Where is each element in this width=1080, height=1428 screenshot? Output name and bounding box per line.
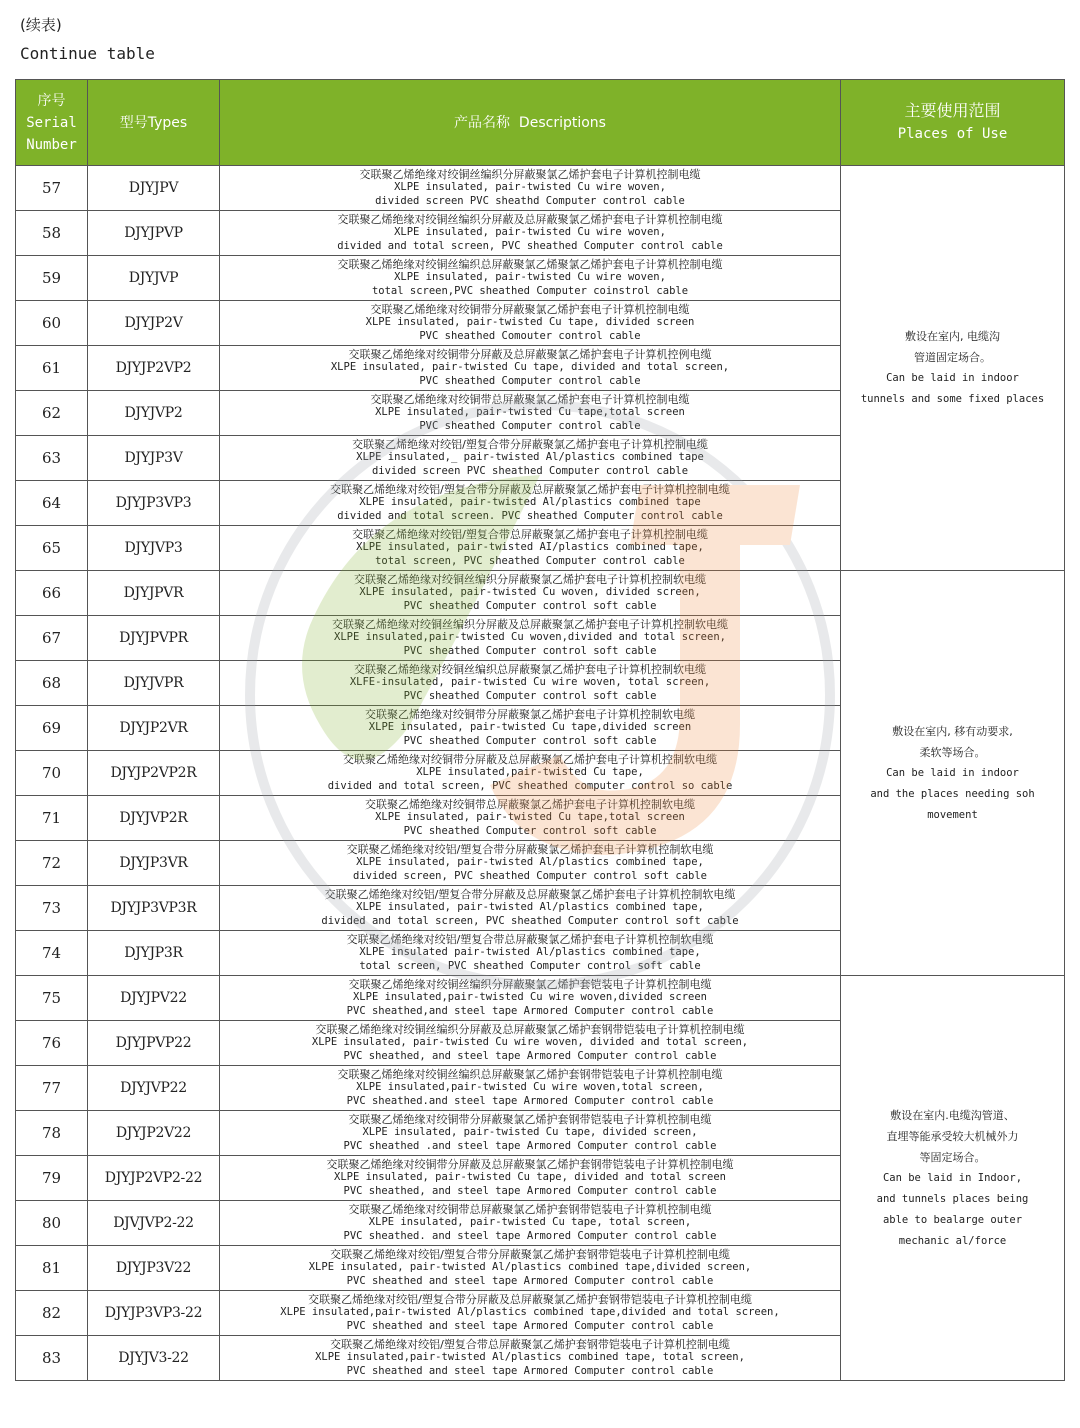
description-cell <box>220 616 841 661</box>
type-cell: DJYJPV <box>88 166 220 211</box>
serial-number-cell: 66 <box>16 571 88 616</box>
description-en-line: total screen, PVC sheathed Computer control cable <box>375 554 685 567</box>
description-en-line: PVC sheathed.and steel tape Armored Computer control cable <box>346 1094 714 1107</box>
header-descriptions-label: 产品名称 Descriptions <box>454 114 606 131</box>
type-cell: DJYJP3VP3-22 <box>88 1291 220 1336</box>
serial-number-cell: 77 <box>16 1066 88 1111</box>
description-cn: 交联聚乙烯绝缘对绞铜丝编织总屏蔽聚氯乙烯护套钢带铠装电子计算机控制电缆 <box>337 1067 723 1081</box>
description-cell <box>220 166 841 211</box>
description-cn: 交联聚乙烯绝缘对绞铝/塑复合带分屏蔽及总屏蔽聚氯乙烯护套电子计算机控制软电缆 <box>324 887 736 901</box>
type-cell: DJYJP3VR <box>88 841 220 886</box>
table-header-row <box>16 80 1065 166</box>
description-en-line: PVC sheathed and steel tape Armored Computer control cable <box>346 1274 714 1287</box>
description-en-line: XLPE insulated, pair-twisted Cu woven, divided screen, <box>359 586 701 599</box>
description-en-line: divided screen, PVC sheathed Computer control soft cable <box>352 869 707 882</box>
header-places-en: Places of Use <box>897 126 1008 142</box>
description-cn: 交联聚乙烯绝缘对绞铝/塑复合带分屏蔽及总屏蔽聚氯乙烯护套钢带铠装电子计算机控制电缆 <box>308 1292 752 1306</box>
description-cn: 交联聚乙烯绝缘对绞铜带总屏蔽聚氯乙烯护套电子计算机控制电缆 <box>370 392 690 406</box>
description-en-line: PVC sheathed, and steel tape Armored Computer control cable <box>343 1049 717 1062</box>
description-en-line: XLPE insulated pair-twisted Al/plastics combined tape, <box>359 946 701 959</box>
description-en-line: PVC sheathed Computer control cable <box>419 374 641 387</box>
description-cn: 交联聚乙烯绝缘对绞铜丝编织分屏蔽聚氯乙烯护套铠装电子计算机控制电缆 <box>348 977 712 991</box>
serial-number-cell: 59 <box>16 256 88 301</box>
table-row <box>16 571 1065 616</box>
description-en-line: PVC sheathed and steel tape Armored Computer control cable <box>346 1319 714 1332</box>
description-en-line: XLPE insulated,pair-twisted Al/plastics combined tape,divided and total screen, <box>280 1306 780 1319</box>
description-en-line: XLPE insulated, pair-twisted Cu tape, divided and total screen <box>334 1171 726 1184</box>
places-cn-line: 敷设在室内.电缆沟管道、 <box>890 1108 1015 1122</box>
places-en-line: Can be laid in indoor <box>886 372 1019 384</box>
description-en-line: XLPE insulated, pair-twisted Cu wire woven, <box>394 226 666 239</box>
description-en-line: PVC sheathed Computer control cable <box>419 419 641 432</box>
description-en-line: XLPE insulated, pair-twisted Cu wire woven, <box>394 181 666 194</box>
description-cn: 交联聚乙烯绝缘对绞铝/塑复合带总屏蔽聚氯乙烯护套电子计算机控制软电缆 <box>346 932 714 946</box>
type-cell: DJYJPVP <box>88 211 220 256</box>
serial-number-cell: 67 <box>16 616 88 661</box>
serial-number-cell: 68 <box>16 661 88 706</box>
cable-spec-table <box>15 79 1065 1381</box>
places-of-use-cell <box>841 571 1065 976</box>
type-cell: DJYJP3V22 <box>88 1246 220 1291</box>
description-cell <box>220 301 841 346</box>
serial-number-cell: 62 <box>16 391 88 436</box>
table-row <box>16 166 1065 211</box>
type-cell: DJYJP2V22 <box>88 1111 220 1156</box>
description-cn: 交联聚乙烯绝缘对绞铝/塑复合带分屏蔽聚氯乙烯护套钢带铠装电子计算机控制电缆 <box>330 1247 730 1261</box>
description-cn: 交联聚乙烯绝缘对绞铜带总屏蔽聚氯乙烯护套钢带铠装电子计算机控制电缆 <box>348 1202 712 1216</box>
description-cn: 交联聚乙烯绝缘对绞铜带分屏蔽聚氯乙烯护套电子计算机控制软电缆 <box>365 707 695 721</box>
description-en-line: XLPE insulated,pair-twisted Al/plastics combined tape, total screen, <box>315 1351 745 1364</box>
serial-number-cell: 65 <box>16 526 88 571</box>
serial-number-cell: 63 <box>16 436 88 481</box>
description-en-line: XLPE insulated,pair-twisted Cu tape, <box>416 766 644 779</box>
description-en-line: XLPE insulated, pair-twisted Cu tape,total screen <box>375 406 685 419</box>
serial-number-cell: 78 <box>16 1111 88 1156</box>
description-cell <box>220 346 841 391</box>
places-en-line: tunnels and some fixed places <box>860 393 1045 405</box>
header-types-label: 型号Types <box>119 114 188 131</box>
caption-continued-en: Continue table <box>20 44 155 63</box>
description-cell <box>220 1156 841 1201</box>
description-en-line: XLPE insulated, pair-twisted Al/plastics combined tape <box>359 496 701 509</box>
places-en-line: and tunnels places being <box>876 1192 1029 1205</box>
header-descriptions <box>220 80 841 166</box>
description-en-line: PVC sheathed Computer control soft cable <box>403 689 657 702</box>
type-cell: DJYJVP22 <box>88 1066 220 1111</box>
places-en-line: able to bealarge outer <box>882 1213 1023 1226</box>
description-cell <box>220 931 841 976</box>
serial-number-cell: 81 <box>16 1246 88 1291</box>
description-cn: 交联聚乙烯绝缘对绞铝/塑复合带分屏蔽聚氯乙烯护套电子计算机控制电缆 <box>352 437 708 451</box>
description-cell <box>220 886 841 931</box>
caption-continued-cn: (续表) <box>20 16 62 34</box>
table-row <box>16 976 1065 1021</box>
description-cn: 交联聚乙烯绝缘对绞铜丝编织总屏蔽聚氯乙烯聚氯乙烯护套电子计算机控制电缆 <box>337 257 723 271</box>
places-en-line: movement <box>927 808 978 821</box>
type-cell: DJYJP2VP2R <box>88 751 220 796</box>
description-en-line: PVC sheathed Computer control soft cable <box>403 599 657 612</box>
description-en-line: divided screen PVC sheathd Computer control cable <box>375 194 685 207</box>
table-body <box>16 166 1065 1381</box>
serial-number-cell: 60 <box>16 301 88 346</box>
description-cn: 交联聚乙烯绝缘对绞铜带分屏蔽及总屏蔽聚氯乙烯护套电子计算机控例电缆 <box>348 347 712 361</box>
description-cn: 交联聚乙烯绝缘对绞铜带分屏蔽聚氯乙烯护套电子计算机控制电缆 <box>370 302 690 316</box>
description-en-line: XLPE insulated, pair-twisted Cu wire woven, <box>394 271 666 284</box>
description-cn: 交联聚乙烯绝缘对绞铜丝编织分屏蔽聚氯乙烯护套电子计算机控制软电缆 <box>354 572 706 586</box>
type-cell: DJYJP3VP3 <box>88 481 220 526</box>
type-cell: DJYJP3R <box>88 931 220 976</box>
header-places-cn: 主要使用范围 <box>904 101 1001 120</box>
description-en-line: PVC sheathed Computer control soft cable <box>403 734 657 747</box>
serial-number-cell: 69 <box>16 706 88 751</box>
serial-number-cell: 64 <box>16 481 88 526</box>
description-cell <box>220 571 841 616</box>
serial-number-cell: 58 <box>16 211 88 256</box>
type-cell: DJYJP2VR <box>88 706 220 751</box>
description-cn: 交联聚乙烯绝缘对绞铝/塑复合带总屏蔽聚氯乙烯护套钢带铠装电子计算机控制电缆 <box>330 1337 730 1351</box>
description-cell <box>220 841 841 886</box>
description-en-line: divided and total screen, PVC sheathed Computer control cable <box>337 239 723 252</box>
description-cell <box>220 1246 841 1291</box>
description-cell <box>220 751 841 796</box>
description-cn: 交联聚乙烯绝缘对绞铜丝编织总屏蔽聚氯乙烯护套电子计算机控制软电缆 <box>354 662 706 676</box>
description-en-line: divided and total screen, PVC sheathed Computer control soft cable <box>321 914 739 927</box>
places-cn-line: 柔软等场合。 <box>919 745 986 759</box>
type-cell: DJVJVP2-22 <box>88 1201 220 1246</box>
type-cell: DJYJPVPR <box>88 616 220 661</box>
description-cell <box>220 1111 841 1156</box>
description-en-line: XLPE insulated, pair-twisted Cu tape,divided screen <box>368 721 692 734</box>
header-serial-cn: 序号 <box>37 92 66 109</box>
serial-number-cell: 70 <box>16 751 88 796</box>
serial-number-cell: 57 <box>16 166 88 211</box>
description-en-line: PVC sheathed Computer control soft cable <box>403 824 657 837</box>
places-cn-line: 等固定场合。 <box>919 1150 986 1164</box>
description-en-line: PVC sheathed and steel tape Armored Computer control cable <box>346 1364 714 1377</box>
description-cn: 交联聚乙烯绝缘对绞铜丝编织分屏蔽及总屏蔽聚氯乙烯护套电子计算机控制软电缆 <box>332 617 728 631</box>
description-cell <box>220 211 841 256</box>
description-cell <box>220 661 841 706</box>
description-en-line: XLPE insulated, pair-twisted Cu tape, divided screen <box>365 316 695 329</box>
description-cn: 交联聚乙烯绝缘对绞铜丝编织分屏蔽及总屏蔽聚氯乙烯护套电子计算机控制电缆 <box>337 212 723 226</box>
serial-number-cell: 80 <box>16 1201 88 1246</box>
serial-number-cell: 79 <box>16 1156 88 1201</box>
places-cn-line: 管道固定场合。 <box>914 351 991 364</box>
description-en-line: XLPE insulated, pair-twisted Cu tape,total screen <box>375 811 685 824</box>
description-en-line: XLPE insulated, pair-twisted Al/plastics combined tape, <box>356 856 704 869</box>
description-en-line: XLPE insulated,pair-twisted Cu wire woven,total screen, <box>356 1081 704 1094</box>
places-of-use-cell <box>841 976 1065 1381</box>
description-en-line: XLPE insulated, pair-twisted AI/plastics combined tape, <box>356 541 704 554</box>
serial-number-cell: 83 <box>16 1336 88 1381</box>
description-cell <box>220 1021 841 1066</box>
header-serial-number <box>16 80 88 166</box>
type-cell: DJYJPV22 <box>88 976 220 1021</box>
description-cell <box>220 976 841 1021</box>
description-en-line: XLPE insulated,_ pair-twisted Al/plastics combined tape <box>356 451 704 464</box>
serial-number-cell: 74 <box>16 931 88 976</box>
description-cn: 交联聚乙烯绝缘对绞铜丝编织分屏蔽聚氯乙烯护套电子计算机控制电缆 <box>359 167 701 181</box>
description-cell <box>220 1066 841 1111</box>
description-en-line: PVC sheathed, and steel tape Armored Computer control cable <box>343 1184 717 1197</box>
type-cell: DJYJVPR <box>88 661 220 706</box>
description-en-line: PVC sheathed,and steel tape Armored Computer control cable <box>346 1004 714 1017</box>
serial-number-cell: 73 <box>16 886 88 931</box>
description-en-line: PVC sheathed .and steel tape Armored Computer control cable <box>343 1139 717 1152</box>
header-types <box>88 80 220 166</box>
type-cell: DJYJP2V <box>88 301 220 346</box>
places-of-use-cell <box>841 166 1065 571</box>
serial-number-cell: 82 <box>16 1291 88 1336</box>
description-en-line: PVC sheathed Computer control soft cable <box>403 644 657 657</box>
type-cell: DJYJP3VP3R <box>88 886 220 931</box>
serial-number-cell: 76 <box>16 1021 88 1066</box>
places-en-line: and the places needing soh <box>870 787 1035 800</box>
description-cn: 交联聚乙烯绝缘对绞铜带总屏蔽聚氯乙烯护套电子计算机控制软电缆 <box>365 797 695 811</box>
description-cn: 交联聚乙烯绝缘对绞铜带分屏蔽及总屏蔽聚氯乙烯护套钢带铠装电子计算机控制电缆 <box>326 1157 734 1171</box>
description-cell <box>220 706 841 751</box>
description-cell <box>220 1291 841 1336</box>
description-cell <box>220 391 841 436</box>
description-cn: 交联聚乙烯绝缘对绞铜带分屏蔽及总屏蔽聚氯乙烯护套电子计算机控制软电缆 <box>343 752 717 766</box>
description-en-line: XLPE insulated,pair-twisted Cu wire woven,divided screen <box>352 991 707 1004</box>
type-cell: DJYJPVR <box>88 571 220 616</box>
places-cn-line: 敷设在室内, 移有动要求, <box>892 724 1013 738</box>
description-cell <box>220 1201 841 1246</box>
description-en-line: XLPE insulated, pair-twisted Cu wire woven, divided and total screen, <box>311 1036 749 1049</box>
description-cell <box>220 256 841 301</box>
type-cell: DJYJVP2R <box>88 796 220 841</box>
type-cell: DJYJVP3 <box>88 526 220 571</box>
places-en-line: Can be laid in indoor <box>886 766 1019 779</box>
description-cell <box>220 481 841 526</box>
description-en-line: PVC sheathed Comouter control cable <box>419 329 641 342</box>
type-cell: DJYJP2VP2-22 <box>88 1156 220 1201</box>
description-en-line: XLPE insulated,pair-twisted Cu woven,divided and total screen, <box>334 631 726 644</box>
header-serial-en: Serial Number <box>26 114 77 153</box>
type-cell: DJYJVP <box>88 256 220 301</box>
description-en-line: divided screen PVC sheathed Computer control cable <box>371 464 689 477</box>
description-en-line: PVC sheathed. and steel tape Armored Computer control cable <box>343 1229 717 1242</box>
type-cell: DJYJPVP22 <box>88 1021 220 1066</box>
description-en-line: XLFE-insulated, pair-twisted Cu wire woven, total screen, <box>349 676 711 689</box>
description-en-line: XLPE insulated, pair-twisted Al/plastics combined tape, <box>356 901 704 914</box>
description-cn: 交联聚乙烯绝缘对绞铝/塑复合带总屏蔽聚氯乙烯护套电子计算机控制电缆 <box>352 527 708 541</box>
description-en-line: XLPE insulated, pair-twisted Cu tape, total screen, <box>368 1216 692 1229</box>
serial-number-cell: 75 <box>16 976 88 1021</box>
places-cn-line: 直埋等能承受较大机械外力 <box>886 1129 1019 1143</box>
header-places-of-use <box>841 80 1065 166</box>
places-en-line: Can be laid in Indoor, <box>882 1171 1023 1184</box>
type-cell: DJYJP3V <box>88 436 220 481</box>
description-en-line: divided and total screen, PVC sheathed computer control so cable <box>327 779 733 792</box>
description-en-line: XLPE insulated, pair-twisted Al/plastics combined tape,divided screen, <box>308 1261 752 1274</box>
description-cn: 交联聚乙烯绝缘对绞铝/塑复合带分屏蔽聚氯乙烯护套电子计算机控制软电缆 <box>346 842 714 856</box>
serial-number-cell: 71 <box>16 796 88 841</box>
serial-number-cell: 72 <box>16 841 88 886</box>
description-en-line: XLPE insulated, pair-twisted Cu tape, divided screen, <box>362 1126 698 1139</box>
description-en-line: total screen,PVC sheathed Computer coinstrol cable <box>371 284 689 297</box>
type-cell: DJYJV3-22 <box>88 1336 220 1381</box>
description-cell <box>220 796 841 841</box>
description-en-line: XLPE insulated, pair-twisted Cu tape, divided and total screen, <box>330 361 730 374</box>
description-en-line: divided and total screen. PVC sheathed Computer control cable <box>337 509 723 522</box>
description-cell <box>220 1336 841 1381</box>
places-cn-line: 敷设在室内, 电缆沟 <box>905 330 1000 343</box>
description-en-line: total screen, PVC sheathed Computer control soft cable <box>359 959 701 972</box>
description-cn: 交联聚乙烯绝缘对绞铜带分屏蔽聚氯乙烯护套钢带铠装电子计算机控制电缆 <box>348 1112 712 1126</box>
description-cn: 交联聚乙烯绝缘对绞铝/塑复合带分屏蔽及总屏蔽聚氯乙烯护套电子计算机控制电缆 <box>330 482 730 496</box>
type-cell: DJYJP2VP2 <box>88 346 220 391</box>
places-en-line: mechanic al/force <box>898 1234 1007 1247</box>
description-cell <box>220 436 841 481</box>
type-cell: DJYJVP2 <box>88 391 220 436</box>
serial-number-cell: 61 <box>16 346 88 391</box>
description-cell <box>220 526 841 571</box>
description-cn: 交联聚乙烯绝缘对绞铜丝编织分屏蔽及总屏蔽聚氯乙烯护套钢带铠装电子计算机控制电缆 <box>315 1022 745 1036</box>
